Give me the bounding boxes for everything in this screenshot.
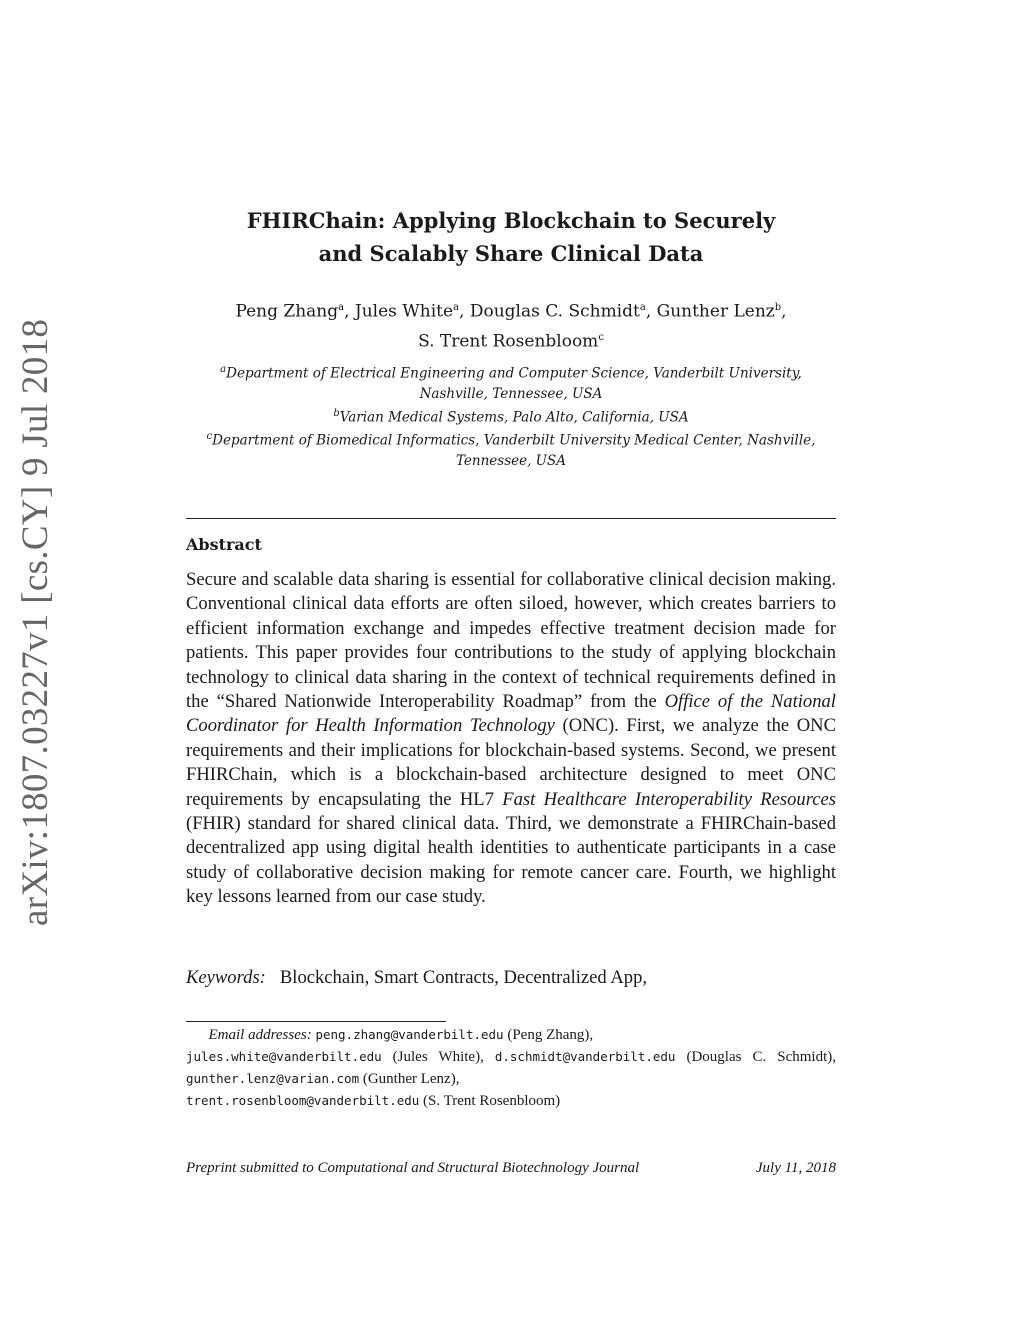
preprint-date: July 11, 2018: [755, 1160, 836, 1176]
abstract-text: Secure and scalable data sharing is essential for collaborative clinical decision making. Conventional clinical data efforts are often siloed, however, which creates barriers to efficient information exchange and impedes effective treatment decision made for patients. This paper provides four contributions to the study of applying blockchain technology to clinical data sharing in the context of technical requirements defined in the “Shared Nationwide Interoperability Roadmap” from the: [186, 569, 836, 713]
author-name: Douglas C. Schmidt: [469, 301, 640, 322]
abstract-top-rule: [186, 518, 836, 519]
author-separator: ,: [781, 301, 787, 322]
affiliation-mark: c: [206, 431, 213, 442]
author-name: S. Trent Rosenbloom: [418, 331, 599, 352]
email-link[interactable]: trent.rosenbloom@vanderbilt.edu: [186, 1093, 420, 1108]
author-affiliation-mark: a: [639, 302, 646, 313]
abstract-heading: Abstract: [186, 535, 262, 554]
author-affiliation-mark: c: [598, 331, 604, 343]
affiliation-item: [186, 360, 836, 404]
arxiv-sidebar-stamp: arXiv:1807.03227v1 [cs.CY] 9 Jul 2018: [15, 318, 56, 926]
email-owner: (Gunther Lenz),: [359, 1071, 460, 1087]
keywords: [186, 966, 836, 990]
email-owner: (Jules White),: [381, 1049, 495, 1065]
keywords-label: Keywords:: [186, 967, 266, 988]
affiliations: [186, 360, 836, 471]
affiliation-text: Varian Medical Systems, Palo Alto, California, USA: [339, 409, 689, 425]
email-link[interactable]: gunther.lenz@varian.com: [186, 1071, 360, 1086]
author-separator: ,: [645, 301, 657, 322]
email-link[interactable]: jules.white@vanderbilt.edu: [186, 1049, 382, 1064]
abstract-text: (ONC). First, we analyze the ONC requirements and their implications for blockchain-based systems. Second, we present FHIRChain, which is a blockchain-based architecture designed to meet ONC requirements by encapsulating the HL7: [186, 715, 836, 810]
affiliation-item: [186, 427, 836, 471]
preprint-journal: Preprint submitted to Computational and Structural Biotechnology Journal: [186, 1160, 640, 1176]
author-list: [186, 295, 836, 354]
keywords-text: Blockchain, Smart Contracts, Decentralized App,: [279, 967, 648, 988]
title-line-1: FHIRChain: Applying Blockchain to Securely: [246, 208, 776, 233]
email-label: Email addresses:: [208, 1027, 312, 1043]
affiliation-mark: b: [333, 407, 340, 419]
email-owner: (S. Trent Rosenbloom): [419, 1093, 561, 1109]
affiliation-mark: a: [220, 364, 227, 375]
author-name: Jules White: [354, 301, 454, 322]
email-link[interactable]: peng.zhang@vanderbilt.edu: [315, 1027, 504, 1042]
preprint-footer: [186, 1160, 836, 1177]
abstract-italic-fhir: Fast Healthcare Interoperability Resources: [502, 788, 836, 810]
affiliation-item: [186, 404, 836, 428]
email-owner: (Douglas C. Schmidt),: [675, 1049, 837, 1065]
author-name: Peng Zhang: [235, 301, 339, 322]
email-link[interactable]: d.schmidt@vanderbilt.edu: [494, 1049, 676, 1064]
affiliation-text: Department of Biomedical Informatics, Vanderbilt University Medical Center, Nashville, Tennessee, USA: [212, 432, 816, 469]
author-affiliation-mark: a: [338, 302, 345, 313]
abstract-italic-onc: Office of the National Coordinator for Health Information Technology: [186, 691, 836, 737]
email-owner: (Peng Zhang),: [503, 1027, 594, 1043]
author-name: Gunther Lenz: [656, 301, 775, 322]
email-footnote: [186, 1024, 836, 1112]
affiliation-text: Department of Electrical Engineering and Computer Science, Vanderbilt University, Nashville, Tennessee, USA: [226, 365, 802, 402]
author-affiliation-mark: a: [453, 302, 460, 313]
paper-title: [186, 204, 836, 270]
footnote-rule: [186, 1021, 446, 1022]
author-affiliation-mark: b: [774, 302, 782, 313]
abstract-body: [186, 568, 836, 910]
abstract-text: (FHIR) standard for shared clinical data. Third, we demonstrate a FHIRChain-based decentralized app using digital health identities to authenticate participants in a case study of collaborative decision making for remote cancer care. Fourth, we highlight key lessons learned from our case study.: [186, 813, 836, 908]
author-separator: ,: [344, 301, 355, 322]
title-line-2: and Scalably Share Clinical Data: [318, 241, 704, 266]
author-separator: ,: [459, 301, 470, 322]
